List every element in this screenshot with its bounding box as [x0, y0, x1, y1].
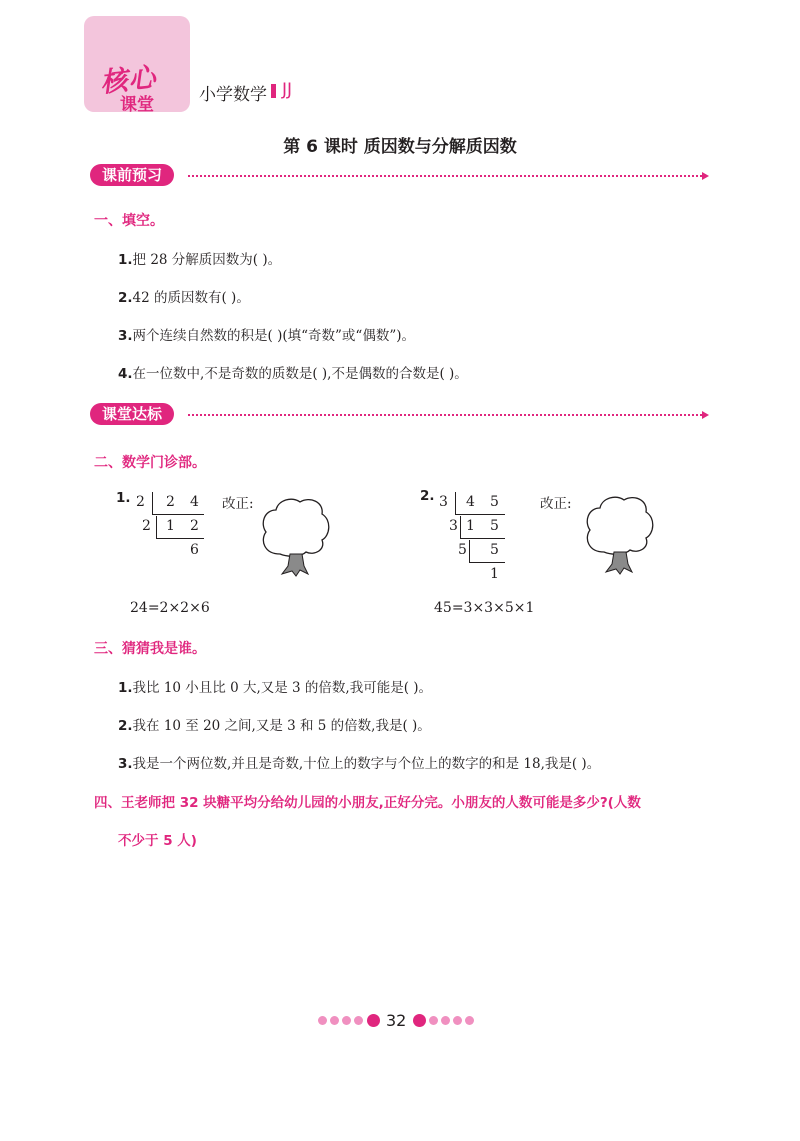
item-number: 4.	[118, 366, 133, 382]
division-bracket	[152, 514, 204, 515]
divisor: 3	[449, 518, 458, 534]
decorative-dot	[453, 1016, 462, 1025]
decorative-dot	[318, 1016, 327, 1025]
arrow-icon	[702, 172, 709, 180]
dividend-digit: 4	[190, 494, 199, 510]
item-text: 在一位数中,不是奇数的质数是( ),不是偶数的合数是( )。	[132, 366, 468, 382]
item-number: 1.	[118, 680, 133, 696]
question-heading: 三、猜猜我是谁。	[94, 641, 206, 657]
division-bracket	[455, 492, 456, 514]
divisor: 2	[142, 518, 151, 534]
item-number: 1.	[116, 490, 131, 506]
section-banner-preview: 课前预习	[90, 164, 174, 186]
divisor: 5	[458, 542, 467, 558]
item-text: 我是一个两位数,并且是奇数,十位上的数字与个位上的数字的和是 18,我是( )。	[132, 756, 601, 772]
subject-label: 小学数学	[199, 85, 267, 105]
item-text: 两个连续自然数的积是( )(填“奇数”或“偶数”)。	[132, 328, 415, 344]
quotient-digit: 1	[166, 518, 175, 534]
section-banner-class: 课堂达标	[90, 403, 174, 425]
quotient-digit: 6	[190, 542, 199, 558]
question-item	[118, 248, 281, 268]
page-title: 第 6 课时 质因数与分解质因数	[283, 137, 517, 157]
decorative-dot	[330, 1016, 339, 1025]
division-bracket	[460, 516, 461, 538]
tree-icon	[582, 494, 656, 576]
question-heading: 四、王老师把 32 块糖平均分给幼儿园的小朋友,正好分完。小朋友的人数可能是多少?(人数	[94, 795, 641, 811]
divisor: 2	[136, 494, 145, 510]
header-divider	[271, 84, 276, 98]
correction-label: 改正:	[222, 496, 254, 512]
item-number: 2.	[118, 718, 133, 734]
question-item	[118, 286, 250, 306]
decorative-dot	[354, 1016, 363, 1025]
dotted-line	[188, 175, 702, 177]
question-heading: 二、数学门诊部。	[94, 455, 206, 471]
quotient-digit: 1	[490, 566, 499, 582]
quotient-digit: 1	[466, 518, 475, 534]
decorative-dot	[413, 1014, 426, 1027]
quotient-digit: 2	[190, 518, 199, 534]
logo-subtext: 课堂	[120, 95, 154, 115]
item-number: 3.	[118, 756, 133, 772]
question-item	[118, 752, 600, 772]
page-footer	[0, 1010, 800, 1032]
equation-text: 45=3×3×5×1	[434, 600, 535, 616]
question-heading: 一、填空。	[94, 213, 164, 229]
edition-label: JJ	[282, 80, 293, 100]
page-number: 32	[386, 1011, 407, 1030]
item-number: 2.	[118, 290, 133, 306]
question-item	[118, 714, 431, 734]
quotient-digit: 5	[490, 542, 499, 558]
logo-text: 核心	[98, 62, 158, 99]
correction-label: 改正:	[540, 496, 572, 512]
item-text: 把 28 分解质因数为( )。	[132, 252, 282, 268]
question-item	[118, 362, 468, 382]
decorative-dot	[367, 1014, 380, 1027]
item-text: 我比 10 小且比 0 大,又是 3 的倍数,我可能是( )。	[132, 680, 433, 696]
decorative-dot	[429, 1016, 438, 1025]
decorative-dot	[465, 1016, 474, 1025]
item-number: 2.	[420, 488, 435, 504]
question-heading-continued: 不少于 5 人)	[118, 833, 197, 849]
item-text: 我在 10 至 20 之间,又是 3 和 5 的倍数,我是( )。	[132, 718, 431, 734]
divisor: 3	[439, 494, 448, 510]
division-bracket	[156, 516, 157, 538]
decorative-dot	[441, 1016, 450, 1025]
item-number: 1.	[118, 252, 133, 268]
question-item	[118, 324, 415, 344]
tree-icon	[258, 496, 332, 578]
division-bracket	[460, 538, 505, 539]
division-bracket	[156, 538, 204, 539]
dividend-digit: 2	[166, 494, 175, 510]
division-bracket	[455, 514, 505, 515]
dividend-digit: 5	[490, 494, 499, 510]
dividend-digit: 4	[466, 494, 475, 510]
question-item	[118, 676, 432, 696]
decorative-dot	[342, 1016, 351, 1025]
arrow-icon	[702, 411, 709, 419]
division-bracket	[469, 562, 505, 563]
division-bracket	[469, 540, 470, 562]
item-text: 42 的质因数有( )。	[132, 290, 250, 306]
equation-text: 24=2×2×6	[130, 600, 210, 616]
item-number: 3.	[118, 328, 133, 344]
dotted-line	[188, 414, 702, 416]
quotient-digit: 5	[490, 518, 499, 534]
division-bracket	[152, 492, 153, 514]
